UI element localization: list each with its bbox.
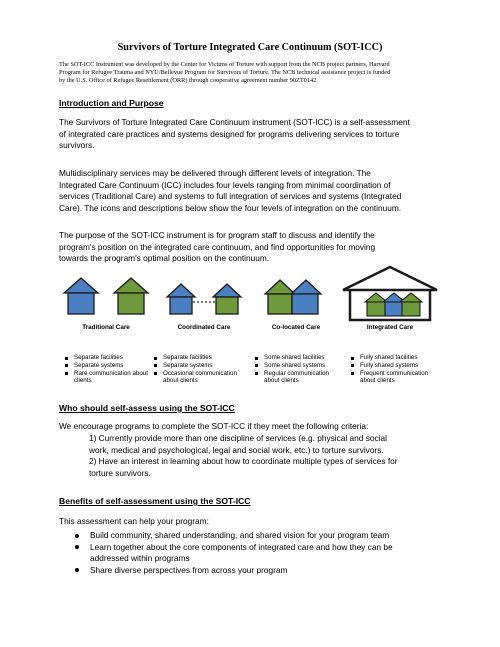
text-line: This assessment can help your program: xyxy=(59,516,209,526)
list-item: Separate systems xyxy=(64,362,156,370)
list-item: Some shared facilities xyxy=(254,354,346,362)
list-item: Share diverse perspectives from across your program xyxy=(72,565,393,577)
text-line: 2) Have an interest in learning about how to coordinate multiple types of services for xyxy=(89,456,398,467)
text-line: services (Traditional Care) and systems to full integration of services and systems (Integrated xyxy=(59,191,402,202)
big-house-roof xyxy=(343,267,437,290)
level-label-traditional: Traditional Care xyxy=(82,324,130,331)
credit-line: The SOT-ICC Instrument was developed by the Center for Victims of Torture with support from the NCB project partners, Harvard xyxy=(59,61,390,68)
list-item: Separate facilities xyxy=(64,354,156,362)
list-item: Separate facilities xyxy=(153,354,245,362)
level-list-co-located xyxy=(254,354,346,385)
level-label-coordinated: Coordinated Care xyxy=(177,324,231,331)
text-line: Multidisciplinary services may be delivered through different levels of integration. The xyxy=(59,168,371,178)
who-criteria xyxy=(59,433,454,479)
text-line: work, medical and psychological, legal and social work, etc.) to torture survivors. xyxy=(89,444,384,455)
coordinated-care-icon xyxy=(167,284,241,314)
list-item: Frequent communication about clients xyxy=(350,370,442,386)
green-house-icon xyxy=(365,293,387,316)
text-line: The Survivors of Torture Integrated Care Continuum instrument (SOT-ICC) is a self-assessment xyxy=(59,117,410,127)
text-line: The purpose of the SOT-ICC instrument is for program staff to discuss and identify the xyxy=(59,230,375,240)
green-house-icon xyxy=(400,293,422,316)
benefits-heading: Benefits of self-assessment using the SOT-ICC xyxy=(59,496,251,506)
traditional-care-icon xyxy=(64,278,148,314)
text-line: Integrated Care Continuum (ICC) includes four levels ranging from minimal coordination of xyxy=(59,179,391,190)
text-line: torture survivors. xyxy=(89,467,151,478)
list-item: Regular communication about clients xyxy=(254,370,346,386)
document-title: Survivors of Torture Integrated Care Continuum (SOT-ICC) xyxy=(117,42,383,53)
benefits-list xyxy=(72,530,393,576)
text-line: 1) Currently provide more than one discipline of services (e.g. physical and social xyxy=(89,433,387,443)
text-line: program's position on the integrated care continuum, and find opportunities for moving xyxy=(59,241,376,252)
credit-line: Program for Refugee Trauma and NYU/Bellevue Program for Survivors of Torture. The NCB technical assistance project is funded xyxy=(59,69,391,77)
credit-note xyxy=(59,61,459,85)
level-list-traditional xyxy=(64,354,156,385)
text-line: of integrated care practices and systems designed for programs delivering services to torture xyxy=(59,128,400,139)
text-line: We encourage programs to complete the SOT-ICC if they meet the following criteria: xyxy=(59,421,369,431)
credit-line: by the U.S. Office of Refugee Resettlement (ORR) through cooperative agreement number 90ZT0142. xyxy=(59,77,318,85)
blue-house-icon xyxy=(64,278,98,314)
list-item: Occasional communication about clients xyxy=(153,370,245,386)
list-item: Build community, shared understanding, and shared vision for your program team xyxy=(72,530,393,542)
green-house-icon xyxy=(265,280,295,314)
blue-house-icon xyxy=(167,284,195,314)
intro-paragraph-1 xyxy=(59,117,454,152)
list-item: Fully shared systems xyxy=(350,362,442,370)
level-label-co-located: Co-located Care xyxy=(271,324,321,331)
list-item: addressed within programs xyxy=(90,553,190,564)
level-list-coordinated xyxy=(153,354,245,385)
intro-heading: Introduction and Purpose xyxy=(59,98,164,108)
text-line: survivors. xyxy=(59,140,95,151)
blue-house-icon xyxy=(291,280,321,314)
level-list-integrated xyxy=(350,354,442,385)
who-intro xyxy=(59,421,454,433)
benefits-intro xyxy=(59,516,454,528)
list-item: Rare communication about clients xyxy=(64,370,156,386)
list-item: Separate systems xyxy=(153,362,245,370)
list-item: Fully shared facilities xyxy=(350,354,442,362)
who-heading: Who should self-assess using the SOT-ICC xyxy=(59,403,235,413)
list-item: Some shared systems xyxy=(254,362,346,370)
text-line: Care). The icons and descriptions below show the four levels of integration on the continuum. xyxy=(59,202,402,213)
integrated-care-icon xyxy=(343,267,437,320)
list-item: Learn together about the core components of integrated care and how they can be xyxy=(72,542,393,554)
intro-paragraph-3 xyxy=(59,230,454,265)
green-house-icon xyxy=(114,278,148,314)
text-line: towards the program's optimal position on the continuum. xyxy=(59,253,270,264)
intro-paragraph-2 xyxy=(59,168,454,214)
co-located-care-icon xyxy=(265,280,321,314)
level-label-integrated: Integrated Care xyxy=(366,324,414,331)
green-house-icon xyxy=(213,284,241,314)
